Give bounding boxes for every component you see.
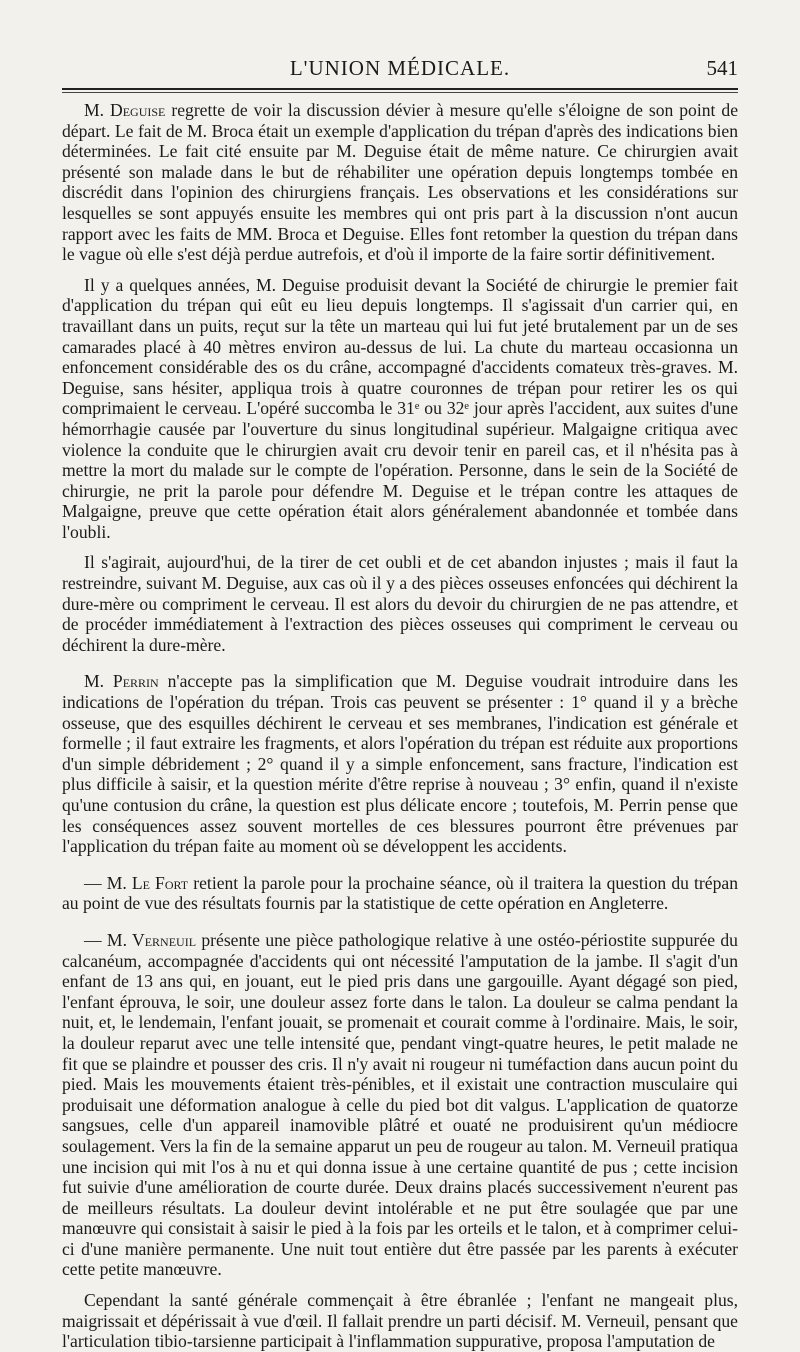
speaker-name: M. Deguise <box>84 100 166 120</box>
page-number: 541 <box>706 56 738 80</box>
paragraph-perrin <box>62 671 738 856</box>
paragraph-general-health <box>62 1290 738 1352</box>
paragraph-restriction <box>62 552 738 655</box>
paragraph-text: retient la parole pour la prochaine séance, où il traitera la question du trépan au point de vue des résultats fournis par la statistique de cette opération en Angleterre. <box>62 872 738 914</box>
paragraph-le-fort <box>62 873 738 914</box>
paragraph-text: Il y a quelques années, M. Deguise produisit devant la Société de chirurgie le premier fait d'application du trépan qui eût eu lieu depuis longtemps. Il s'agissait d'un carrier qui, en travaillant dans un puits, reçut sur la tête un marteau qui lui fut jeté brutalement par un de ses camarades placé à 40 mètres environ au-dessus de lui. La chute du marteau occasionna un enfoncement considérable des os du crâne, accompagné d'accidents comateux très-graves. M. Deguise, sans hésiter, appliqua trois à quatre couronnes de trépan pour retirer les os qui comprimaient le cerveau. L'opéré succomba le 31ᵉ ou 32ᵉ jour après l'accident, aux suites d'une hémorrhagie causée par l'ouverture du sinus longitudinal supérieur. Malgaigne critiqua avec violence la conduite que le chirurgien avait cru devoir tenir en pareil cas, et il n'hésita pas à mettre la mort du malade sur le compte de l'opération. Personne, dans le sein de la Société de chirurgie, ne prit la parole pour défendre M. Deguise et le trépan contre les attaques de Malgaigne, preuve que cette opération était alors généralement abandonnée et tombée dans l'oubli. <box>62 274 738 542</box>
journal-title: L'UNION MÉDICALE. <box>289 56 511 80</box>
speaker-name: — M. Le Fort <box>84 872 189 893</box>
paragraph-text: Il s'agirait, aujourd'hui, de la tirer de cet oubli et de cet abandon injustes ; mais il faut la restreindre, suivant M. Deguise, aux cas où il y a des pièces osseuses enfoncées qui déchirent la dure-mère ou compriment le cerveau. Il est alors du devoir du chirurgien de ne pas attendre, et de procéder immédiatement à l'extraction des pièces osseuses qui compriment le cerveau ou déchirent la dure-mère. <box>62 552 738 655</box>
paragraph-carrier-case <box>62 275 738 543</box>
header-rule <box>62 88 738 90</box>
speaker-name: M. Perrin <box>84 671 159 692</box>
paragraph-text: présente une pièce pathologique relative à une ostéo-périostite suppurée du calcanéum, accompagnée d'accidents qui ont nécessité l'amputation de la jambe. Il s'agit d'un enfant de 13 ans qui, en jouant, eut le pied pris dans une gargouille. Ayant dégagé son pied, l'enfant éprouva, le soir, une douleur assez forte dans le talon. La douleur se calma pendant la nuit, et, le lendemain, l'enfant jouait, se promenait et courait comme à l'ordinaire. Mais, le soir, la douleur reparut avec une telle intensité que, pendant vingt-quatre heures, le petit malade ne fit que se plaindre et pousser des cris. Il n'y avait ni rougeur ni tuméfaction dans aucun point du pied. Mais les mouvements étaient très-pénibles, et il existait une contraction musculaire qui produisait une déformation analogue à celle du pied bot dit valgus. L'application de quatorze sangsues, celle d'un appareil inamovible plâtré et ouaté ne produisirent qu'un médiocre soulagement. Vers la fin de la semaine apparut un peu de rougeur au talon. M. Verneuil pratiqua une incision qui mit l'os à nu et qui donna issue à une certaine quantité de pus ; cette incision fut suivie d'une amélioration de courte durée. Deux drains placés successivement n'eurent pas de meilleurs résultats. La douleur devint intolérable et ne put être soulagée que par une manœuvre qui consistait à saisir le pied à la fois par les orteils et le talon, et à comprimer celui-ci d'une manière permanente. Une nuit tout entière dut être passée par les parents à exécuter cette petite manœuvre. <box>62 929 738 1280</box>
paragraph-deguise <box>62 100 738 265</box>
paragraph-text: regrette de voir la discussion dévier à mesure qu'elle s'éloigne de son point de départ. Le fait de M. Broca était un exemple d'application du trépan d'après des indications bien déterminées. Le fait cité ensuite par M. Deguise était de même nature. Ce chirurgien avait présenté son malade dans le but de réhabiliter une opération depuis longtemps tombée en discrédit dans l'opinion des chirurgiens français. Les observations et les considérations sur lesquelles se sont appuyés ensuite les membres qui ont pris part à la discussion n'ont aucun rapport avec les faits de MM. Broca et Deguise. Elles font retomber la question du trépan dans le vague où elle s'est déjà perdue autrefois, et d'où il importe de la faire sortir définitivement. <box>62 100 739 265</box>
paragraph-verneuil <box>62 930 738 1280</box>
speaker-name: — M. Verneuil <box>84 929 197 950</box>
paragraph-text: n'accepte pas la simplification que M. Deguise voudrait introduire dans les indications de l'opération du trépan. Trois cas peuvent se présenter : 1° quand il y a brèche osseuse, que des esquilles déchirent le cerveau et ses membranes, l'indication est générale et formelle ; il faut extraire les fragments, et alors l'opération du trépan est réduite aux proportions d'un simple débridement ; 2° quand il y a simple enfoncement, sans fracture, l'indication est plus difficile à saisir, et la question mérite d'être reprise à nouveau ; 3° enfin, quand il n'existe qu'une contusion du crâne, la question est plus délicate encore ; toutefois, M. Perrin pense que les conséquences assez souvent mortelles de ces blessures pourront être prévenues par l'application du trépan faite au moment où se développent les accidents. <box>62 671 738 857</box>
article-body <box>62 100 738 1352</box>
header-rule-thin <box>62 92 738 93</box>
paragraph-text: Cependant la santé générale commençait à être ébranlée ; l'enfant ne mangeait plus, maigrissait et dépérissait à vue d'œil. Il fallait prendre un parti décisif. M. Verneuil, pensant que l'articulation tibio-tarsienne participait à l'inflammation suppurative, proposa l'amputation de <box>62 1290 738 1352</box>
running-header <box>62 50 738 80</box>
